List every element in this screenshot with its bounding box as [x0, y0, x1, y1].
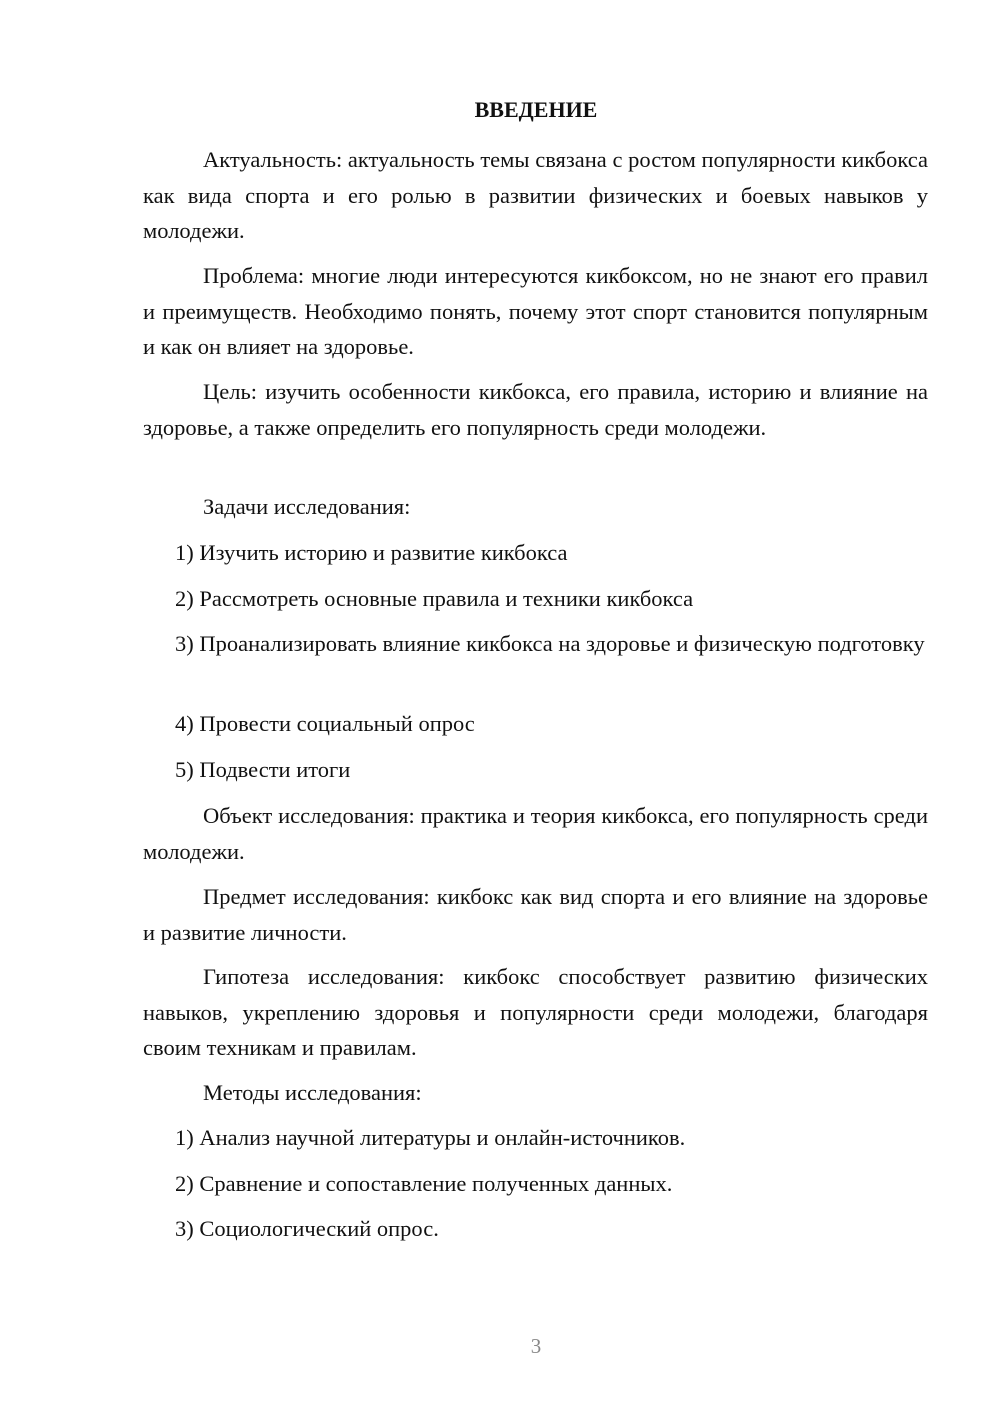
goal-paragraph: Цель: изучить особенности кикбокса, его правила, историю и влияние на здоровье, а также определить его популярность среди молодежи. — [143, 379, 928, 440]
object-paragraph: Объект исследования: практика и теория кикбокса, его популярность среди молодежи. — [143, 803, 928, 864]
relevance-paragraph: Актуальность: актуальность темы связана с ростом популярности кикбокса как вида спорта и его ролью в развитии физических и боевых навыков у молодежи. — [143, 147, 928, 243]
task-item: 1) Изучить историю и развитие кикбокса — [175, 540, 568, 565]
method-item: 3) Социологический опрос. — [175, 1216, 439, 1241]
tasks-heading: Задачи исследования: — [203, 494, 411, 519]
task-item: 3) Проанализировать влияние кикбокса на здоровье и физическую подготовку — [175, 631, 925, 656]
task-item: 4) Провести социальный опрос — [175, 711, 475, 736]
hypothesis-paragraph: Гипотеза исследования: кикбокс способствует развитию физических навыков, укреплению здоровья и популярности среди молодежи, благодаря своим техникам и правилам. — [143, 964, 928, 1060]
section-title: ВВЕДЕНИЕ — [474, 97, 598, 122]
task-item: 5) Подвести итоги — [175, 757, 351, 782]
method-item: 2) Сравнение и сопоставление полученных данных. — [175, 1171, 673, 1196]
problem-paragraph: Проблема: многие люди интересуются кикбоксом, но не знают его правил и преимуществ. Необходимо понять, почему этот спорт становится популярным и как он влияет на здоровье. — [143, 263, 928, 359]
page-number: 3 — [530, 1334, 542, 1358]
methods-heading: Методы исследования: — [203, 1080, 422, 1105]
task-item: 2) Рассмотреть основные правила и техники кикбокса — [175, 586, 694, 611]
subject-paragraph: Предмет исследования: кикбокс как вид спорта и его влияние на здоровье и развитие личности. — [143, 884, 928, 945]
method-item: 1) Анализ научной литературы и онлайн-источников. — [175, 1125, 686, 1150]
